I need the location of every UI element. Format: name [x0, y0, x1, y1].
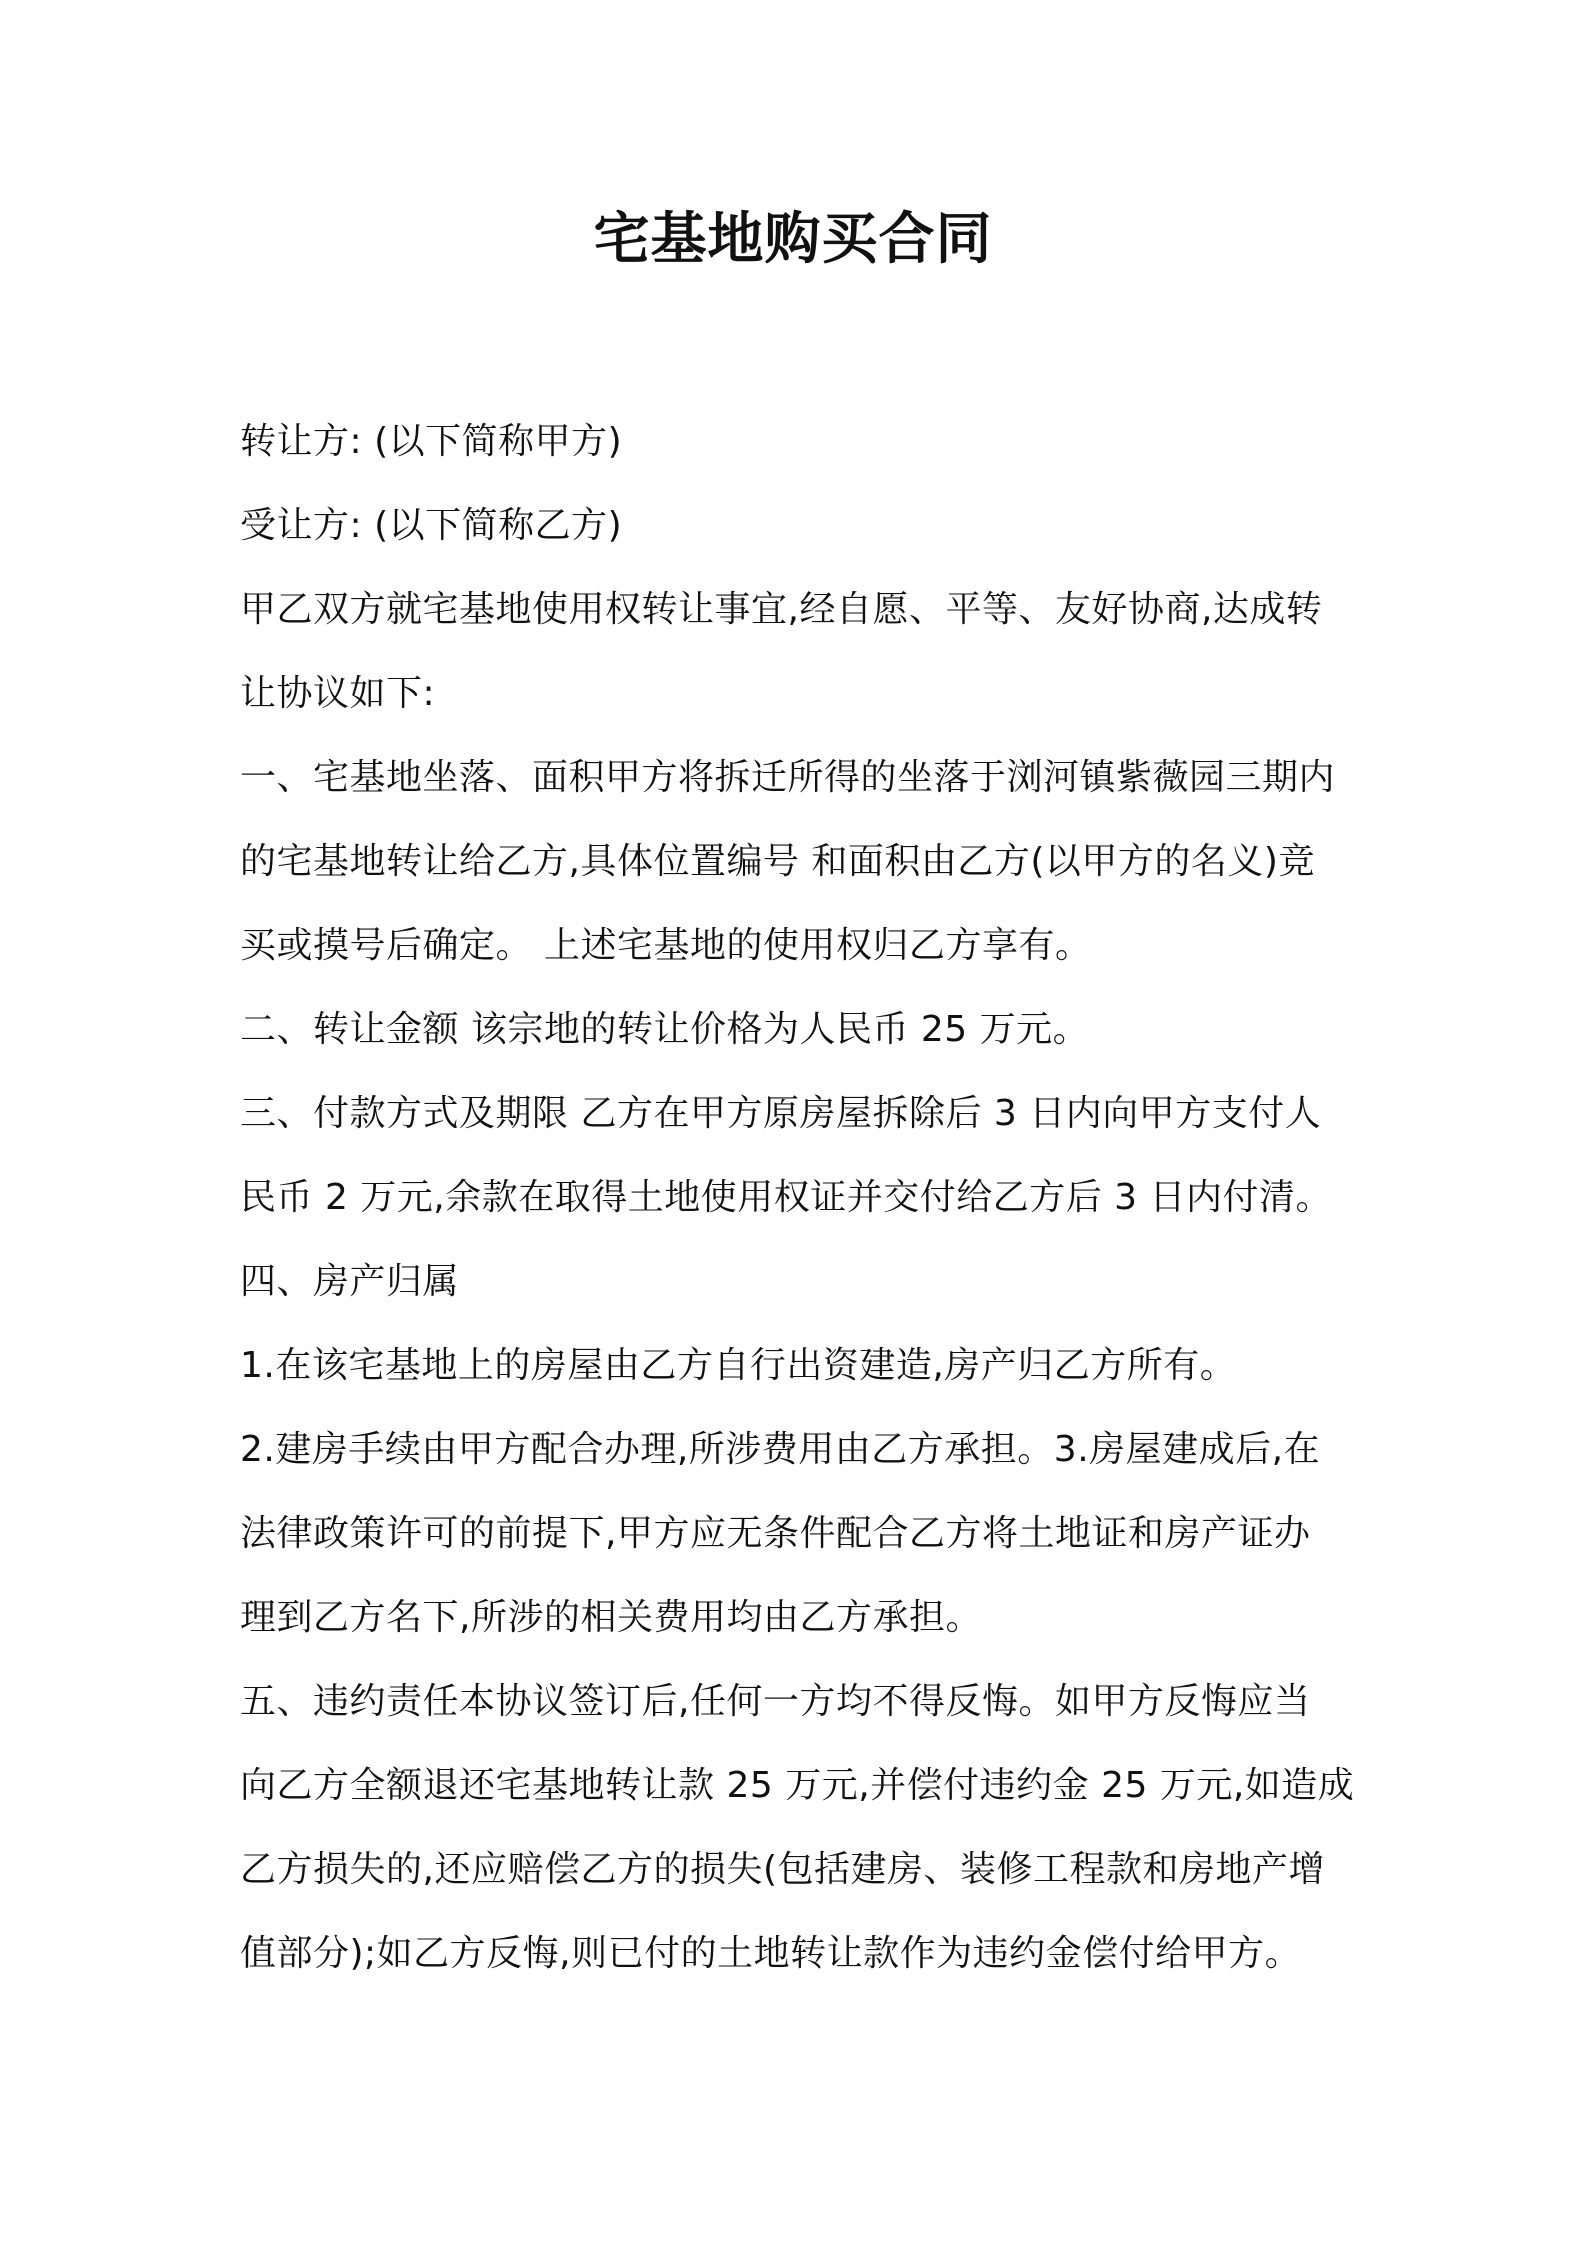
clause-4-item-line: 法律政策许可的前提下,甲方应无条件配合乙方将土地证和房产证办: [240, 1513, 1311, 1554]
clause-4-item-line: 理到乙方名下,所涉的相关费用均由乙方承担。: [240, 1597, 982, 1638]
clause-5-line: 向乙方全额退还宅基地转让款 25 万元,并偿付违约金 25 万元,如造成: [240, 1765, 1355, 1806]
document-body: [240, 400, 1360, 1996]
clause-2-line: 二、转让金额 该宗地的转让价格为人民币 25 万元。: [240, 1009, 1090, 1050]
clause-4-item-line: 2.建房手续由甲方配合办理,所涉费用由乙方承担。3.房屋建成后,在: [240, 1429, 1321, 1470]
clause-4-item-line: 1.在该宅基地上的房屋由乙方自行出资建造,房产归乙方所有。: [240, 1345, 1237, 1386]
party-transferor-line: 转让方: (以下简称甲方): [240, 421, 623, 462]
clause-1-line: 的宅基地转让给乙方,具体位置编号 和面积由乙方(以甲方的名义)竞: [240, 841, 1315, 882]
preamble-line: 让协议如下:: [240, 673, 436, 714]
clause-1-line: 买或摸号后确定。 上述宅基地的使用权归乙方享有。: [240, 925, 1092, 966]
clause-4-heading: 四、房产归属: [240, 1261, 460, 1302]
clause-5-line: 五、违约责任本协议签订后,任何一方均不得反悔。如甲方反悔应当: [240, 1681, 1311, 1722]
preamble-line: 甲乙双方就宅基地使用权转让事宜,经自愿、平等、友好协商,达成转: [240, 589, 1323, 630]
clause-1-line: 一、宅基地坐落、面积甲方将拆迁所得的坐落于浏河镇紫薇园三期内: [240, 757, 1336, 798]
clause-5-line: 值部分);如乙方反悔,则已付的土地转让款作为违约金偿付给甲方。: [240, 1933, 1302, 1974]
party-transferee-line: 受让方: (以下简称乙方): [240, 505, 623, 546]
document-title: 宅基地购买合同: [593, 207, 993, 272]
clause-3-line: 民币 2 万元,余款在取得土地使用权证并交付给乙方后 3 日内付清。: [240, 1177, 1333, 1218]
clause-5-line: 乙方损失的,还应赔偿乙方的损失(包括建房、装修工程款和房地产增: [240, 1849, 1325, 1890]
clause-3-line: 三、付款方式及期限 乙方在甲方原房屋拆除后 3 日内向甲方支付人: [240, 1093, 1322, 1134]
